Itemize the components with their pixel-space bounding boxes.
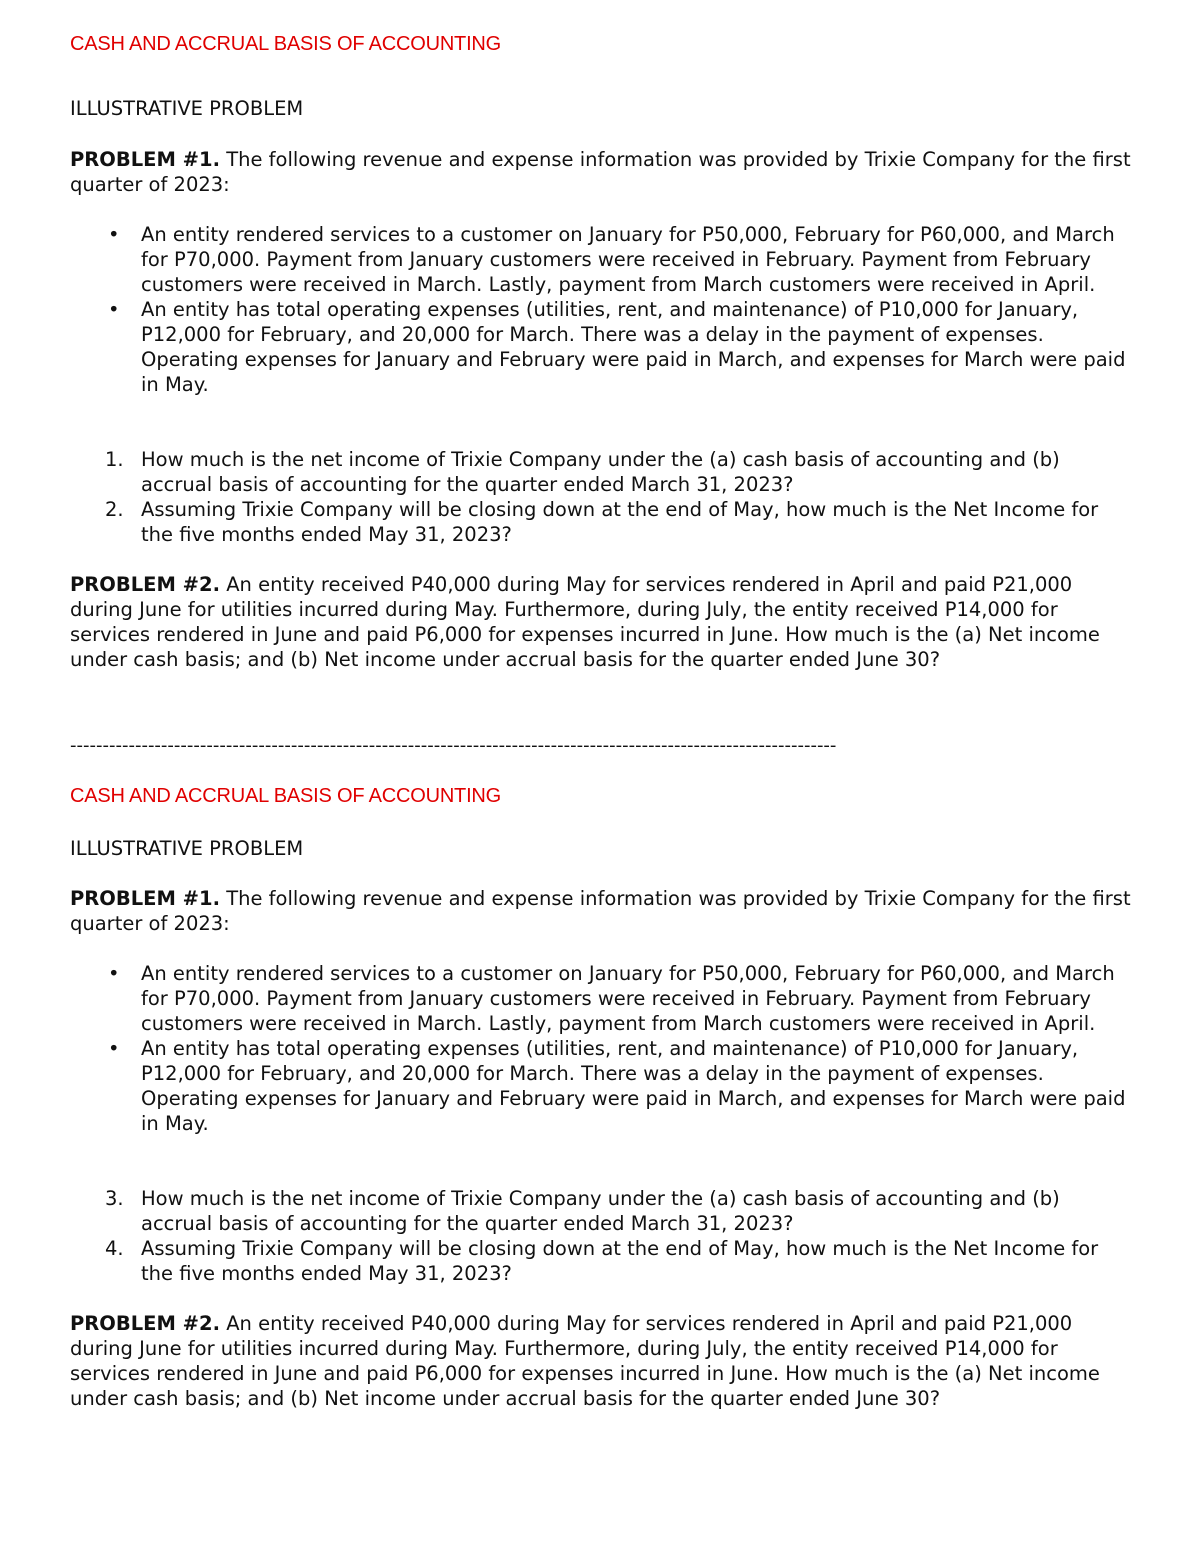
- bullet-icon: •: [108, 223, 120, 246]
- bullet-icon: •: [108, 298, 120, 321]
- question-list-1: [70, 447, 1132, 547]
- question-number: 1.: [105, 448, 124, 471]
- question-number: 3.: [105, 1187, 124, 1210]
- illustrative-subheading-2: [70, 836, 1132, 861]
- list-item: • An entity rendered services to a customer on January for P50,000, February for P60,000, and March for P70,000. Payment from January customers were received in February. Payment from February customers were received in March. Lastly, payment from March customers were received in April.: [108, 223, 1115, 296]
- problem2-label: PROBLEM #2.: [70, 573, 221, 596]
- bullet-list-2: [70, 961, 1132, 1136]
- problem1-label: PROBLEM #1.: [70, 887, 221, 910]
- illustrative-subheading-1: [70, 96, 1132, 121]
- problem2-block-2: [70, 1311, 1132, 1411]
- problem1-intro: [70, 886, 1132, 936]
- list-item: 1. How much is the net income of Trixie Company under the (a) cash basis of accounting and (b) accrual basis of accounting for the quarter ended March 31, 2023?: [105, 448, 1060, 496]
- problem2-text: PROBLEM #2. An entity received P40,000 during May for services rendered in April and paid P21,000 during June for utilities incurred during May. Furthermore, during July, the entity received P14,000 for services rendered in June and paid P6,000 for expenses incurred in June. How much is the (a) Net income under cash basis; and (b) Net income under accrual basis for the quarter ended June 30?: [70, 573, 1100, 671]
- list-item: 4. Assuming Trixie Company will be closing down at the end of May, how much is the Net Income for the five months ended May 31, 2023?: [105, 1237, 1099, 1285]
- question-number: 4.: [105, 1237, 124, 1260]
- dashed-divider: ----------------------------------------------------------------------------------------------------------------------: [70, 736, 837, 756]
- sub-heading: ILLUSTRATIVE PROBLEM: [70, 97, 304, 120]
- problem2-block-1: [70, 572, 1132, 672]
- problem1-block-2: [70, 886, 1132, 936]
- bullet-icon: •: [108, 962, 120, 985]
- problem2-label: PROBLEM #2.: [70, 1312, 221, 1335]
- sub-heading: ILLUSTRATIVE PROBLEM: [70, 837, 304, 860]
- problem1-intro-text: The following revenue and expense information was provided by Trixie Company for the first quarter of 2023:: [70, 148, 1131, 196]
- question-list-2: [70, 1186, 1132, 1286]
- list-item: • An entity has total operating expenses (utilities, rent, and maintenance) of P10,000 for January, P12,000 for February, and 20,000 for March. There was a delay in the payment of expenses. Operating expenses for January and February were paid in March, and expenses for March were paid in May.: [108, 298, 1126, 396]
- bullet-list-1: [70, 222, 1132, 397]
- list-item: 2. Assuming Trixie Company will be closing down at the end of May, how much is the Net Income for the five months ended May 31, 2023?: [105, 498, 1099, 546]
- list-item: • An entity rendered services to a customer on January for P50,000, February for P60,000, and March for P70,000. Payment from January customers were received in February. Payment from February customers were received in March. Lastly, payment from March customers were received in April.: [108, 962, 1115, 1035]
- list-item: 3. How much is the net income of Trixie Company under the (a) cash basis of accounting and (b) accrual basis of accounting for the quarter ended March 31, 2023?: [105, 1187, 1060, 1235]
- problem1-intro-text: The following revenue and expense information was provided by Trixie Company for the first quarter of 2023:: [70, 887, 1131, 935]
- bullet-icon: •: [108, 1037, 120, 1060]
- problem1-intro: [70, 147, 1132, 197]
- problem2-text: PROBLEM #2. An entity received P40,000 during May for services rendered in April and paid P21,000 during June for utilities incurred during May. Furthermore, during July, the entity received P14,000 for services rendered in June and paid P6,000 for expenses incurred in June. How much is the (a) Net income under cash basis; and (b) Net income under accrual basis for the quarter ended June 30?: [70, 1312, 1100, 1410]
- problem1-label: PROBLEM #1.: [70, 148, 221, 171]
- problem-block-1: [70, 32, 1132, 57]
- section-heading: CASH AND ACCRUAL BASIS OF ACCOUNTING: [70, 785, 502, 807]
- list-item: • An entity has total operating expenses (utilities, rent, and maintenance) of P10,000 for January, P12,000 for February, and 20,000 for March. There was a delay in the payment of expenses. Operating expenses for January and February were paid in March, and expenses for March were paid in May.: [108, 1037, 1126, 1135]
- problem-block-2: [70, 784, 1132, 809]
- section-heading: CASH AND ACCRUAL BASIS OF ACCOUNTING: [70, 33, 502, 55]
- question-number: 2.: [105, 498, 124, 521]
- problem1-block-1: [70, 147, 1132, 197]
